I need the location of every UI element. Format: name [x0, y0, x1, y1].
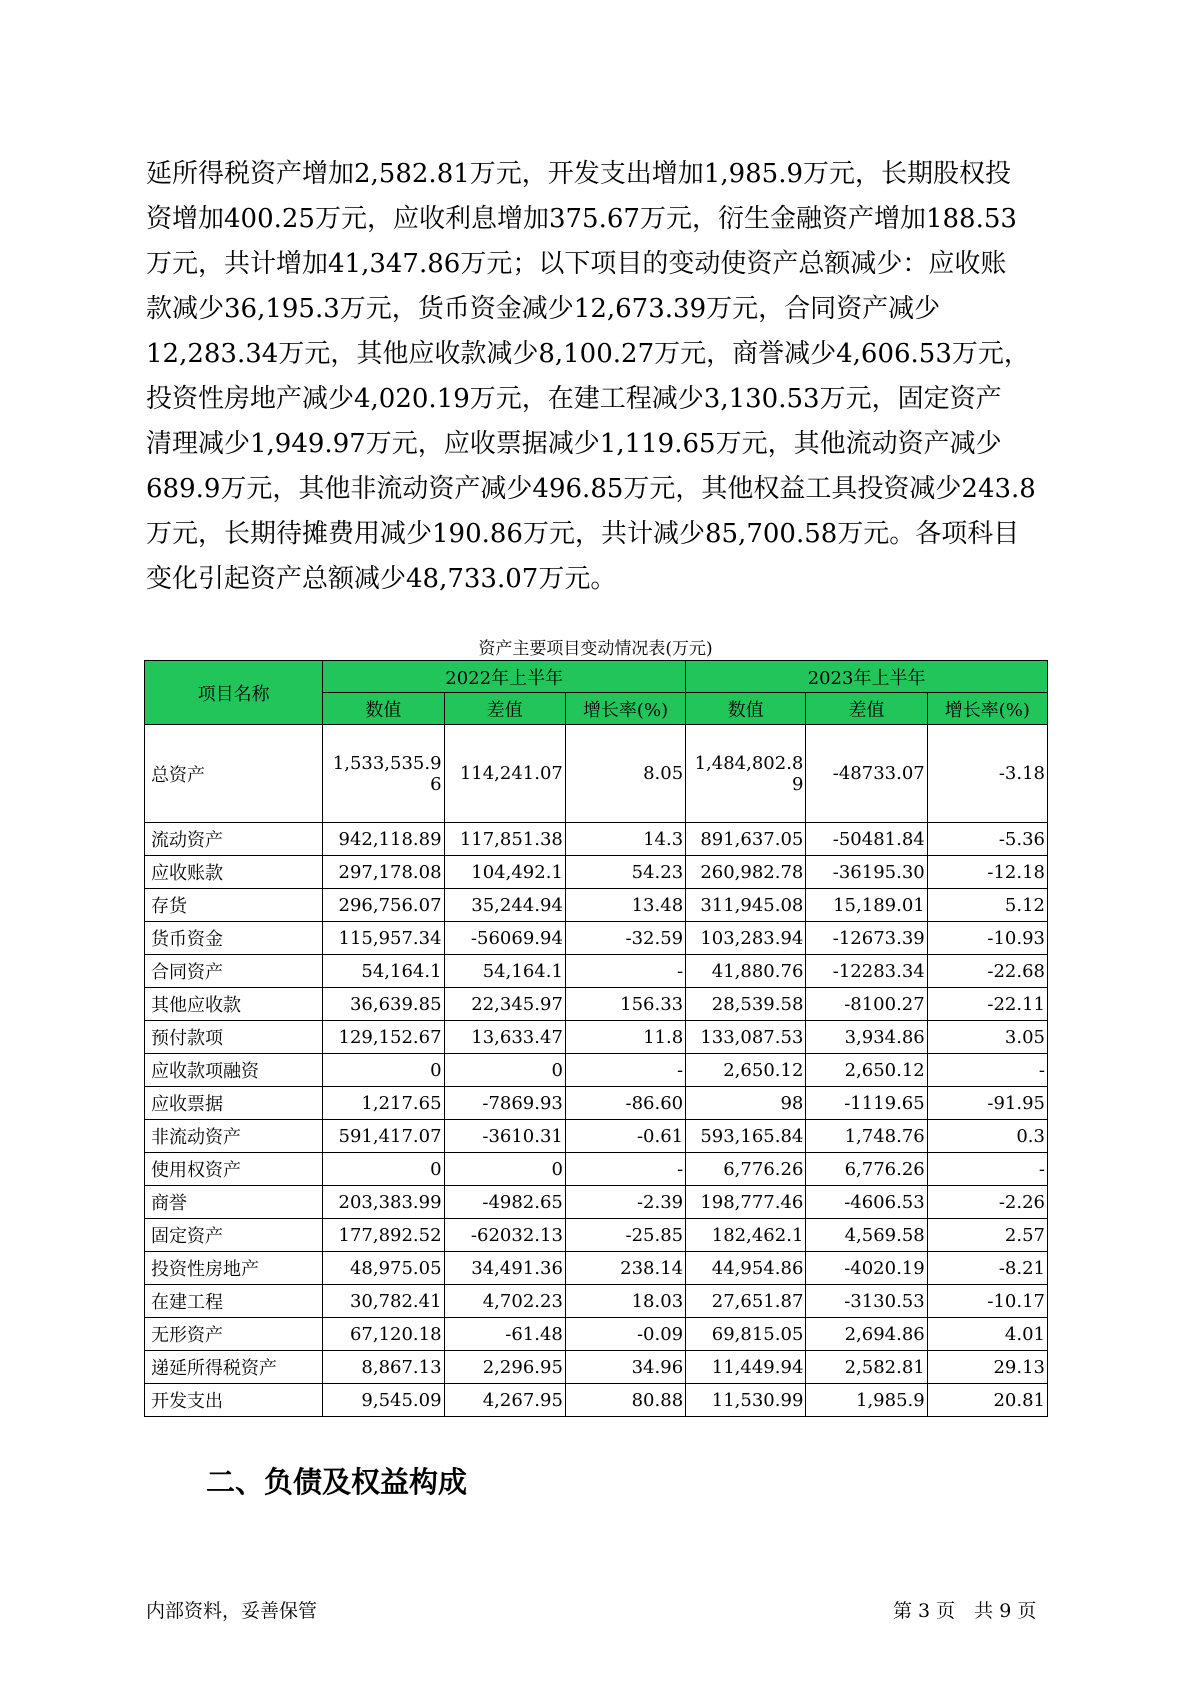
- table-cell: 4,702.23: [444, 1285, 565, 1318]
- table-cell: 34.96: [565, 1351, 685, 1384]
- table-row: [145, 1252, 1048, 1285]
- table-cell: -48733.07: [806, 725, 927, 823]
- paragraph-line: 变化引起资产总额减少48,733.07万元。: [146, 564, 617, 594]
- table-cell: -12.18: [927, 856, 1047, 889]
- table-cell: 2,582.81: [806, 1351, 927, 1384]
- table-cell: 117,851.38: [444, 823, 565, 856]
- table-cell: -4982.65: [444, 1186, 565, 1219]
- table-cell: 182,462.1: [686, 1219, 806, 1252]
- row-item-name: 商誉: [145, 1186, 323, 1219]
- table-cell: 9,545.09: [323, 1384, 444, 1417]
- table-row: [145, 988, 1048, 1021]
- table-cell: -50481.84: [806, 823, 927, 856]
- row-item-name: 应收账款: [145, 856, 323, 889]
- table-cell: -: [565, 1153, 685, 1186]
- table-cell: 13,633.47: [444, 1021, 565, 1054]
- table-cell: 13.48: [565, 889, 685, 922]
- table-cell: -22.68: [927, 955, 1047, 988]
- table-cell: -0.09: [565, 1318, 685, 1351]
- row-item-name: 流动资产: [145, 823, 323, 856]
- table-cell: 2,650.12: [806, 1054, 927, 1087]
- table-cell: 54,164.1: [323, 955, 444, 988]
- table-cell: -3.18: [927, 725, 1047, 823]
- table-cell: 115,957.34: [323, 922, 444, 955]
- table-cell: 8,867.13: [323, 1351, 444, 1384]
- row-item-name: 非流动资产: [145, 1120, 323, 1153]
- table-cell: 6,776.26: [686, 1153, 806, 1186]
- table-cell: 48,975.05: [323, 1252, 444, 1285]
- table-cell: -5.36: [927, 823, 1047, 856]
- table-row: [145, 1120, 1048, 1153]
- table-cell: -12673.39: [806, 922, 927, 955]
- table-cell: 14.3: [565, 823, 685, 856]
- table-row: [145, 725, 1048, 823]
- section-heading: 二、负债及权益构成: [206, 1465, 468, 1499]
- table-cell: 3.05: [927, 1021, 1047, 1054]
- table-cell: 44,954.86: [686, 1252, 806, 1285]
- row-item-name: 递延所得税资产: [145, 1351, 323, 1384]
- table-cell: 8.05: [565, 725, 685, 823]
- row-item-name: 在建工程: [145, 1285, 323, 1318]
- table-cell: 34,491.36: [444, 1252, 565, 1285]
- header-value: 数值: [323, 693, 444, 725]
- table-cell: 54,164.1: [444, 955, 565, 988]
- table-cell: 177,892.52: [323, 1219, 444, 1252]
- paragraph-line: 689.9万元，其他非流动资产减少496.85万元，其他权益工具投资减少243.8: [146, 474, 1036, 504]
- table-cell: 103,283.94: [686, 922, 806, 955]
- table-cell: -0.61: [565, 1120, 685, 1153]
- table-cell: -32.59: [565, 922, 685, 955]
- table-cell: 54.23: [565, 856, 685, 889]
- table-caption: 资产主要项目变动情况表(万元): [478, 639, 713, 659]
- table-row: [145, 856, 1048, 889]
- table-cell: 942,118.89: [323, 823, 444, 856]
- table-cell: -56069.94: [444, 922, 565, 955]
- table-cell: 133,087.53: [686, 1021, 806, 1054]
- table-cell: -: [565, 1054, 685, 1087]
- table-cell: 591,417.07: [323, 1120, 444, 1153]
- header-growth-rate: 增长率(%): [927, 693, 1047, 725]
- table-row: [145, 1384, 1048, 1417]
- table-cell: 891,637.05: [686, 823, 806, 856]
- table-cell: 80.88: [565, 1384, 685, 1417]
- table-cell: 30,782.41: [323, 1285, 444, 1318]
- table-cell: 156.33: [565, 988, 685, 1021]
- table-row: [145, 1186, 1048, 1219]
- table-row: [145, 823, 1048, 856]
- table-cell: -86.60: [565, 1087, 685, 1120]
- table-cell: 129,152.67: [323, 1021, 444, 1054]
- paragraph-line: 投资性房地产减少4,020.19万元，在建工程减少3,130.53万元，固定资产: [146, 384, 1002, 414]
- table-cell: -8.21: [927, 1252, 1047, 1285]
- table-cell: 1,533,535.9 6: [323, 725, 444, 823]
- table-cell: -62032.13: [444, 1219, 565, 1252]
- table-cell: 2,694.86: [806, 1318, 927, 1351]
- row-item-name: 无形资产: [145, 1318, 323, 1351]
- header-item-name: 项目名称: [145, 661, 323, 725]
- row-item-name: 应收款项融资: [145, 1054, 323, 1087]
- table-cell: 0: [444, 1054, 565, 1087]
- table-row: [145, 1219, 1048, 1252]
- page-number: 第 3 页 共 9 页: [893, 1600, 1037, 1622]
- table-row: [145, 1153, 1048, 1186]
- header-diff: 差值: [806, 693, 927, 725]
- table-cell: 104,492.1: [444, 856, 565, 889]
- table-cell: -1119.65: [806, 1087, 927, 1120]
- table-cell: 296,756.07: [323, 889, 444, 922]
- table-cell: 260,982.78: [686, 856, 806, 889]
- table-row: [145, 1054, 1048, 1087]
- table-cell: 1,748.76: [806, 1120, 927, 1153]
- table-cell: 203,383.99: [323, 1186, 444, 1219]
- table-row: [145, 922, 1048, 955]
- table-cell: 11,449.94: [686, 1351, 806, 1384]
- row-item-name: 存货: [145, 889, 323, 922]
- table-cell: 98: [686, 1087, 806, 1120]
- table-cell: -4606.53: [806, 1186, 927, 1219]
- table-cell: -10.17: [927, 1285, 1047, 1318]
- row-item-name: 投资性房地产: [145, 1252, 323, 1285]
- table-cell: -8100.27: [806, 988, 927, 1021]
- table-cell: 18.03: [565, 1285, 685, 1318]
- header-diff: 差值: [444, 693, 565, 725]
- table-cell: -2.26: [927, 1186, 1047, 1219]
- table-cell: 41,880.76: [686, 955, 806, 988]
- table-cell: -3610.31: [444, 1120, 565, 1153]
- table-cell: 69,815.05: [686, 1318, 806, 1351]
- table-cell: 2.57: [927, 1219, 1047, 1252]
- table-cell: 2,650.12: [686, 1054, 806, 1087]
- table-cell: 198,777.46: [686, 1186, 806, 1219]
- table-cell: -: [927, 1153, 1047, 1186]
- table-cell: 0: [323, 1054, 444, 1087]
- table-cell: -7869.93: [444, 1087, 565, 1120]
- table-cell: -25.85: [565, 1219, 685, 1252]
- row-item-name: 其他应收款: [145, 988, 323, 1021]
- table-cell: 0: [444, 1153, 565, 1186]
- table-cell: 3,934.86: [806, 1021, 927, 1054]
- row-item-name: 合同资产: [145, 955, 323, 988]
- row-item-name: 使用权资产: [145, 1153, 323, 1186]
- table-row: [145, 1285, 1048, 1318]
- table-cell: -36195.30: [806, 856, 927, 889]
- table-cell: 28,539.58: [686, 988, 806, 1021]
- row-item-name: 应收票据: [145, 1087, 323, 1120]
- table-cell: 4,267.95: [444, 1384, 565, 1417]
- table-cell: -3130.53: [806, 1285, 927, 1318]
- table-cell: -2.39: [565, 1186, 685, 1219]
- table-cell: -22.11: [927, 988, 1047, 1021]
- table-cell: 29.13: [927, 1351, 1047, 1384]
- table-cell: 15,189.01: [806, 889, 927, 922]
- paragraph-line: 资增加400.25万元，应收利息增加375.67万元，衍生金融资产增加188.53: [146, 204, 1017, 234]
- row-item-name: 总资产: [145, 725, 323, 823]
- header-period-2022: 2022年上半年: [323, 661, 686, 693]
- table-cell: 4.01: [927, 1318, 1047, 1351]
- table-cell: 297,178.08: [323, 856, 444, 889]
- table-row: [145, 1318, 1048, 1351]
- header-growth-rate: 增长率(%): [565, 693, 685, 725]
- table-cell: 311,945.08: [686, 889, 806, 922]
- paragraph-line: 清理减少1,949.97万元，应收票据减少1,119.65万元，其他流动资产减少: [146, 429, 1002, 459]
- table-cell: 114,241.07: [444, 725, 565, 823]
- table-cell: 593,165.84: [686, 1120, 806, 1153]
- paragraph-line: 12,283.34万元，其他应收款减少8,100.27万元，商誉减少4,606.53万元，: [146, 339, 1030, 369]
- table-cell: 35,244.94: [444, 889, 565, 922]
- table-row: [145, 889, 1048, 922]
- header-period-2023: 2023年上半年: [686, 661, 1048, 693]
- table-cell: 6,776.26: [806, 1153, 927, 1186]
- row-item-name: 货币资金: [145, 922, 323, 955]
- table-cell: 67,120.18: [323, 1318, 444, 1351]
- table-cell: -61.48: [444, 1318, 565, 1351]
- table-cell: 0: [323, 1153, 444, 1186]
- table-cell: 22,345.97: [444, 988, 565, 1021]
- table-row: [145, 1351, 1048, 1384]
- table-row: [145, 955, 1048, 988]
- table-cell: 1,217.65: [323, 1087, 444, 1120]
- footer-note: 内部资料，妥善保管: [146, 1600, 318, 1622]
- table-body: [145, 725, 1048, 1417]
- table-row: [145, 1021, 1048, 1054]
- paragraph-line: 万元，长期待摊费用减少190.86万元，共计减少85,700.58万元。各项科目: [146, 519, 1020, 549]
- table-cell: 0.3: [927, 1120, 1047, 1153]
- table-cell: 11,530.99: [686, 1384, 806, 1417]
- table-cell: -: [927, 1054, 1047, 1087]
- table-cell: -4020.19: [806, 1252, 927, 1285]
- table-cell: 238.14: [565, 1252, 685, 1285]
- table-row: [145, 1087, 1048, 1120]
- table-cell: -10.93: [927, 922, 1047, 955]
- table-cell: -91.95: [927, 1087, 1047, 1120]
- paragraph-line: 款减少36,195.3万元，货币资金减少12,673.39万元，合同资产减少: [146, 294, 941, 324]
- table-cell: 5.12: [927, 889, 1047, 922]
- row-item-name: 预付款项: [145, 1021, 323, 1054]
- table-cell: 20.81: [927, 1384, 1047, 1417]
- table-cell: 1,985.9: [806, 1384, 927, 1417]
- table-cell: 11.8: [565, 1021, 685, 1054]
- header-value: 数值: [686, 693, 806, 725]
- asset-change-table: [144, 660, 1048, 1417]
- paragraph-line: 万元，共计增加41,347.86万元；以下项目的变动使资产总额减少：应收账: [146, 249, 1007, 279]
- row-item-name: 开发支出: [145, 1384, 323, 1417]
- table-cell: 4,569.58: [806, 1219, 927, 1252]
- body-paragraph: [146, 152, 1046, 602]
- table-cell: 2,296.95: [444, 1351, 565, 1384]
- paragraph-line: 延所得税资产增加2,582.81万元，开发支出增加1,985.9万元，长期股权投: [146, 159, 1012, 189]
- table-cell: 1,484,802.8 9: [686, 725, 806, 823]
- table-cell: -12283.34: [806, 955, 927, 988]
- table-cell: 36,639.85: [323, 988, 444, 1021]
- row-item-name: 固定资产: [145, 1219, 323, 1252]
- table-cell: 27,651.87: [686, 1285, 806, 1318]
- table-cell: -: [565, 955, 685, 988]
